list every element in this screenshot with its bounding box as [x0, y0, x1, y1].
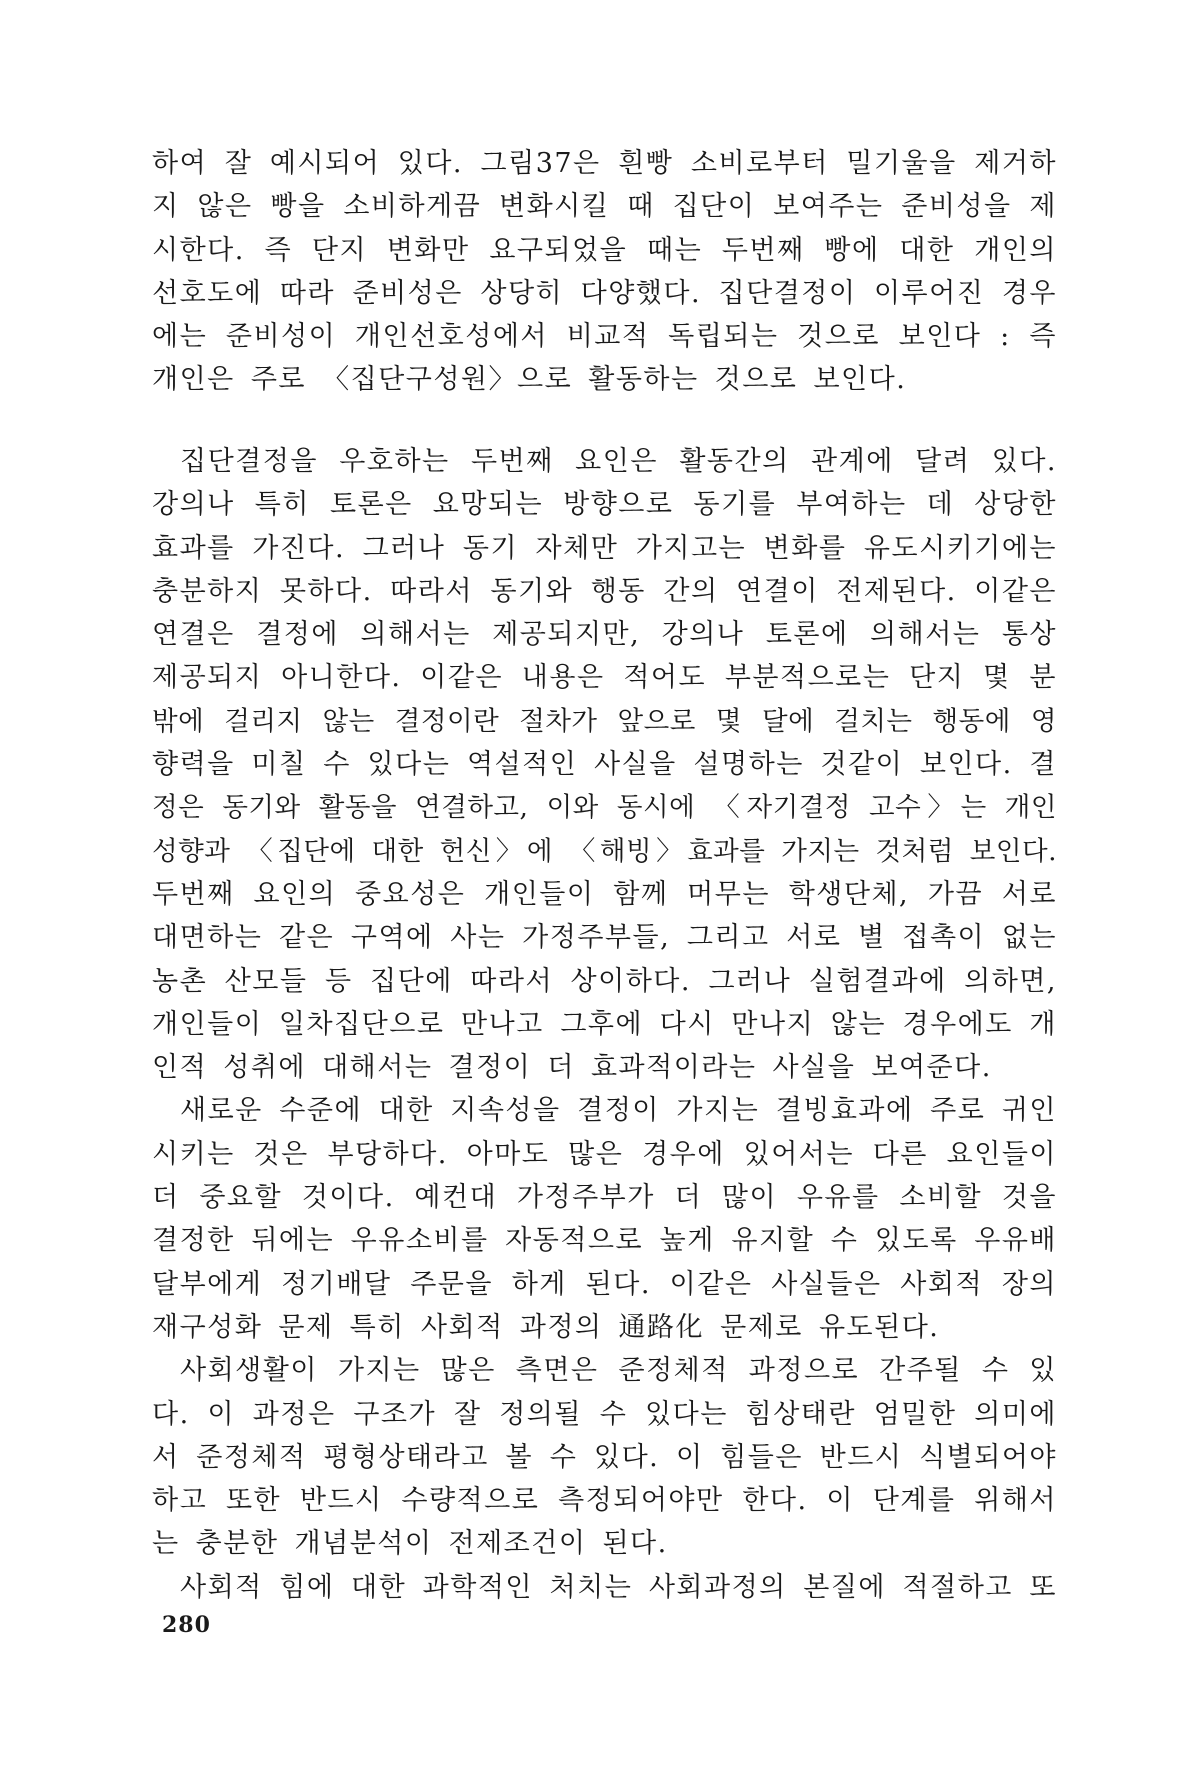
body-text-main — [152, 440, 1057, 1609]
text-line: 는 충분한 개념분석이 전제조건이 된다. — [152, 1528, 668, 1560]
text-line: 하고 또한 반드시 수량적으로 측정되어야만 한다. 이 단계를 위해서 — [152, 1485, 1057, 1517]
text-line: 지 않은 빵을 소비하게끔 변화시킬 때 집단이 보여주는 준비성을 제 — [152, 191, 1057, 223]
text-line: 선호도에 따라 준비성은 상당히 다양했다. 집단결정이 이루어진 경우 — [152, 277, 1057, 309]
page-number: 280 — [162, 1612, 211, 1638]
paragraph — [152, 1566, 1057, 1609]
text-line: 인적 성취에 대해서는 결정이 더 효과적이라는 사실을 보여준다. — [152, 1052, 992, 1084]
text-line: 사회생활이 가지는 많은 측면은 준정체적 과정으로 간주될 수 있 — [180, 1355, 1057, 1387]
text-line: 재구성화 문제 특히 사회적 과정의 通路化 문제로 유도된다. — [152, 1311, 940, 1343]
text-line: 성향과 〈집단에 대한 헌신〉에 〈해빙〉효과를 가지는 것처럼 보인다. — [152, 835, 1057, 867]
text-line: 대면하는 같은 구역에 사는 가정주부들, 그리고 서로 별 접촉이 없는 — [152, 922, 1057, 954]
text-line: 농촌 산모들 등 집단에 따라서 상이하다. 그러나 실험결과에 의하면, — [152, 965, 1057, 997]
text-line: 집단결정을 우호하는 두번째 요인은 활동간의 관계에 달려 있다. — [180, 446, 1057, 477]
text-line: 달부에게 정기배달 주문을 하게 된다. 이같은 사실들은 사회적 장의 — [152, 1268, 1057, 1300]
text-line: 하여 잘 예시되어 있다. 그림37은 흰빵 소비로부터 밀기울을 제거하 — [152, 148, 1057, 179]
text-line: 에는 준비성이 개인선호성에서 비교적 독립되는 것으로 보인다 : 즉 — [152, 321, 1057, 353]
text-line: 새로운 수준에 대한 지속성을 결정이 가지는 결빙효과에 주로 귀인 — [180, 1095, 1057, 1127]
paragraph — [152, 142, 1057, 402]
text-line: 제공되지 아니한다. 이같은 내용은 적어도 부분적으로는 단지 몇 분 — [152, 662, 1057, 694]
text-line: 밖에 걸리지 않는 결정이란 절차가 앞으로 몇 달에 걸치는 행동에 영 — [152, 705, 1057, 737]
text-line: 서 준정체적 평형상태라고 볼 수 있다. 이 힘들은 반드시 식별되어야 — [152, 1441, 1057, 1473]
paragraph — [152, 1349, 1057, 1565]
text-line: 정은 동기와 활동을 연결하고, 이와 동시에 〈자기결정 고수〉는 개인 — [152, 792, 1057, 824]
text-line: 두번째 요인의 중요성은 개인들이 함께 머무는 학생단체, 가끔 서로 — [152, 878, 1057, 910]
text-line: 개인은 주로 〈집단구성원〉으로 활동하는 것으로 보인다. — [152, 364, 907, 396]
text-line: 향력을 미칠 수 있다는 역설적인 사실을 설명하는 것같이 보인다. 결 — [152, 749, 1057, 781]
paragraph — [152, 1089, 1057, 1349]
text-line: 개인들이 일차집단으로 만나고 그후에 다시 만나지 않는 경우에도 개 — [152, 1008, 1057, 1040]
text-line: 다. 이 과정은 구조가 잘 정의될 수 있다는 힘상태란 엄밀한 의미에 — [152, 1398, 1057, 1430]
text-line: 충분하지 못하다. 따라서 동기와 행동 간의 연결이 전제된다. 이같은 — [152, 575, 1057, 607]
body-text-top — [152, 142, 1057, 402]
text-line: 연결은 결정에 의해서는 제공되지만, 강의나 토론에 의해서는 통상 — [152, 619, 1057, 651]
paragraph — [152, 440, 1057, 1089]
text-line: 시한다. 즉 단지 변화만 요구되었을 때는 두번째 빵에 대한 개인의 — [152, 234, 1057, 266]
text-line: 더 중요할 것이다. 예컨대 가정주부가 더 많이 우유를 소비할 것을 — [152, 1182, 1057, 1214]
text-line: 결정한 뒤에는 우유소비를 자동적으로 높게 유지할 수 있도록 우유배 — [152, 1225, 1057, 1257]
text-line: 효과를 가진다. 그러나 동기 자체만 가지고는 변화를 유도시키기에는 — [152, 532, 1057, 564]
text-line: 사회적 힘에 대한 과학적인 처치는 사회과정의 본질에 적절하고 또 — [180, 1571, 1057, 1603]
text-line: 시키는 것은 부당하다. 아마도 많은 경우에 있어서는 다른 요인들이 — [152, 1138, 1057, 1170]
text-line: 강의나 특히 토론은 요망되는 방향으로 동기를 부여하는 데 상당한 — [152, 489, 1057, 521]
